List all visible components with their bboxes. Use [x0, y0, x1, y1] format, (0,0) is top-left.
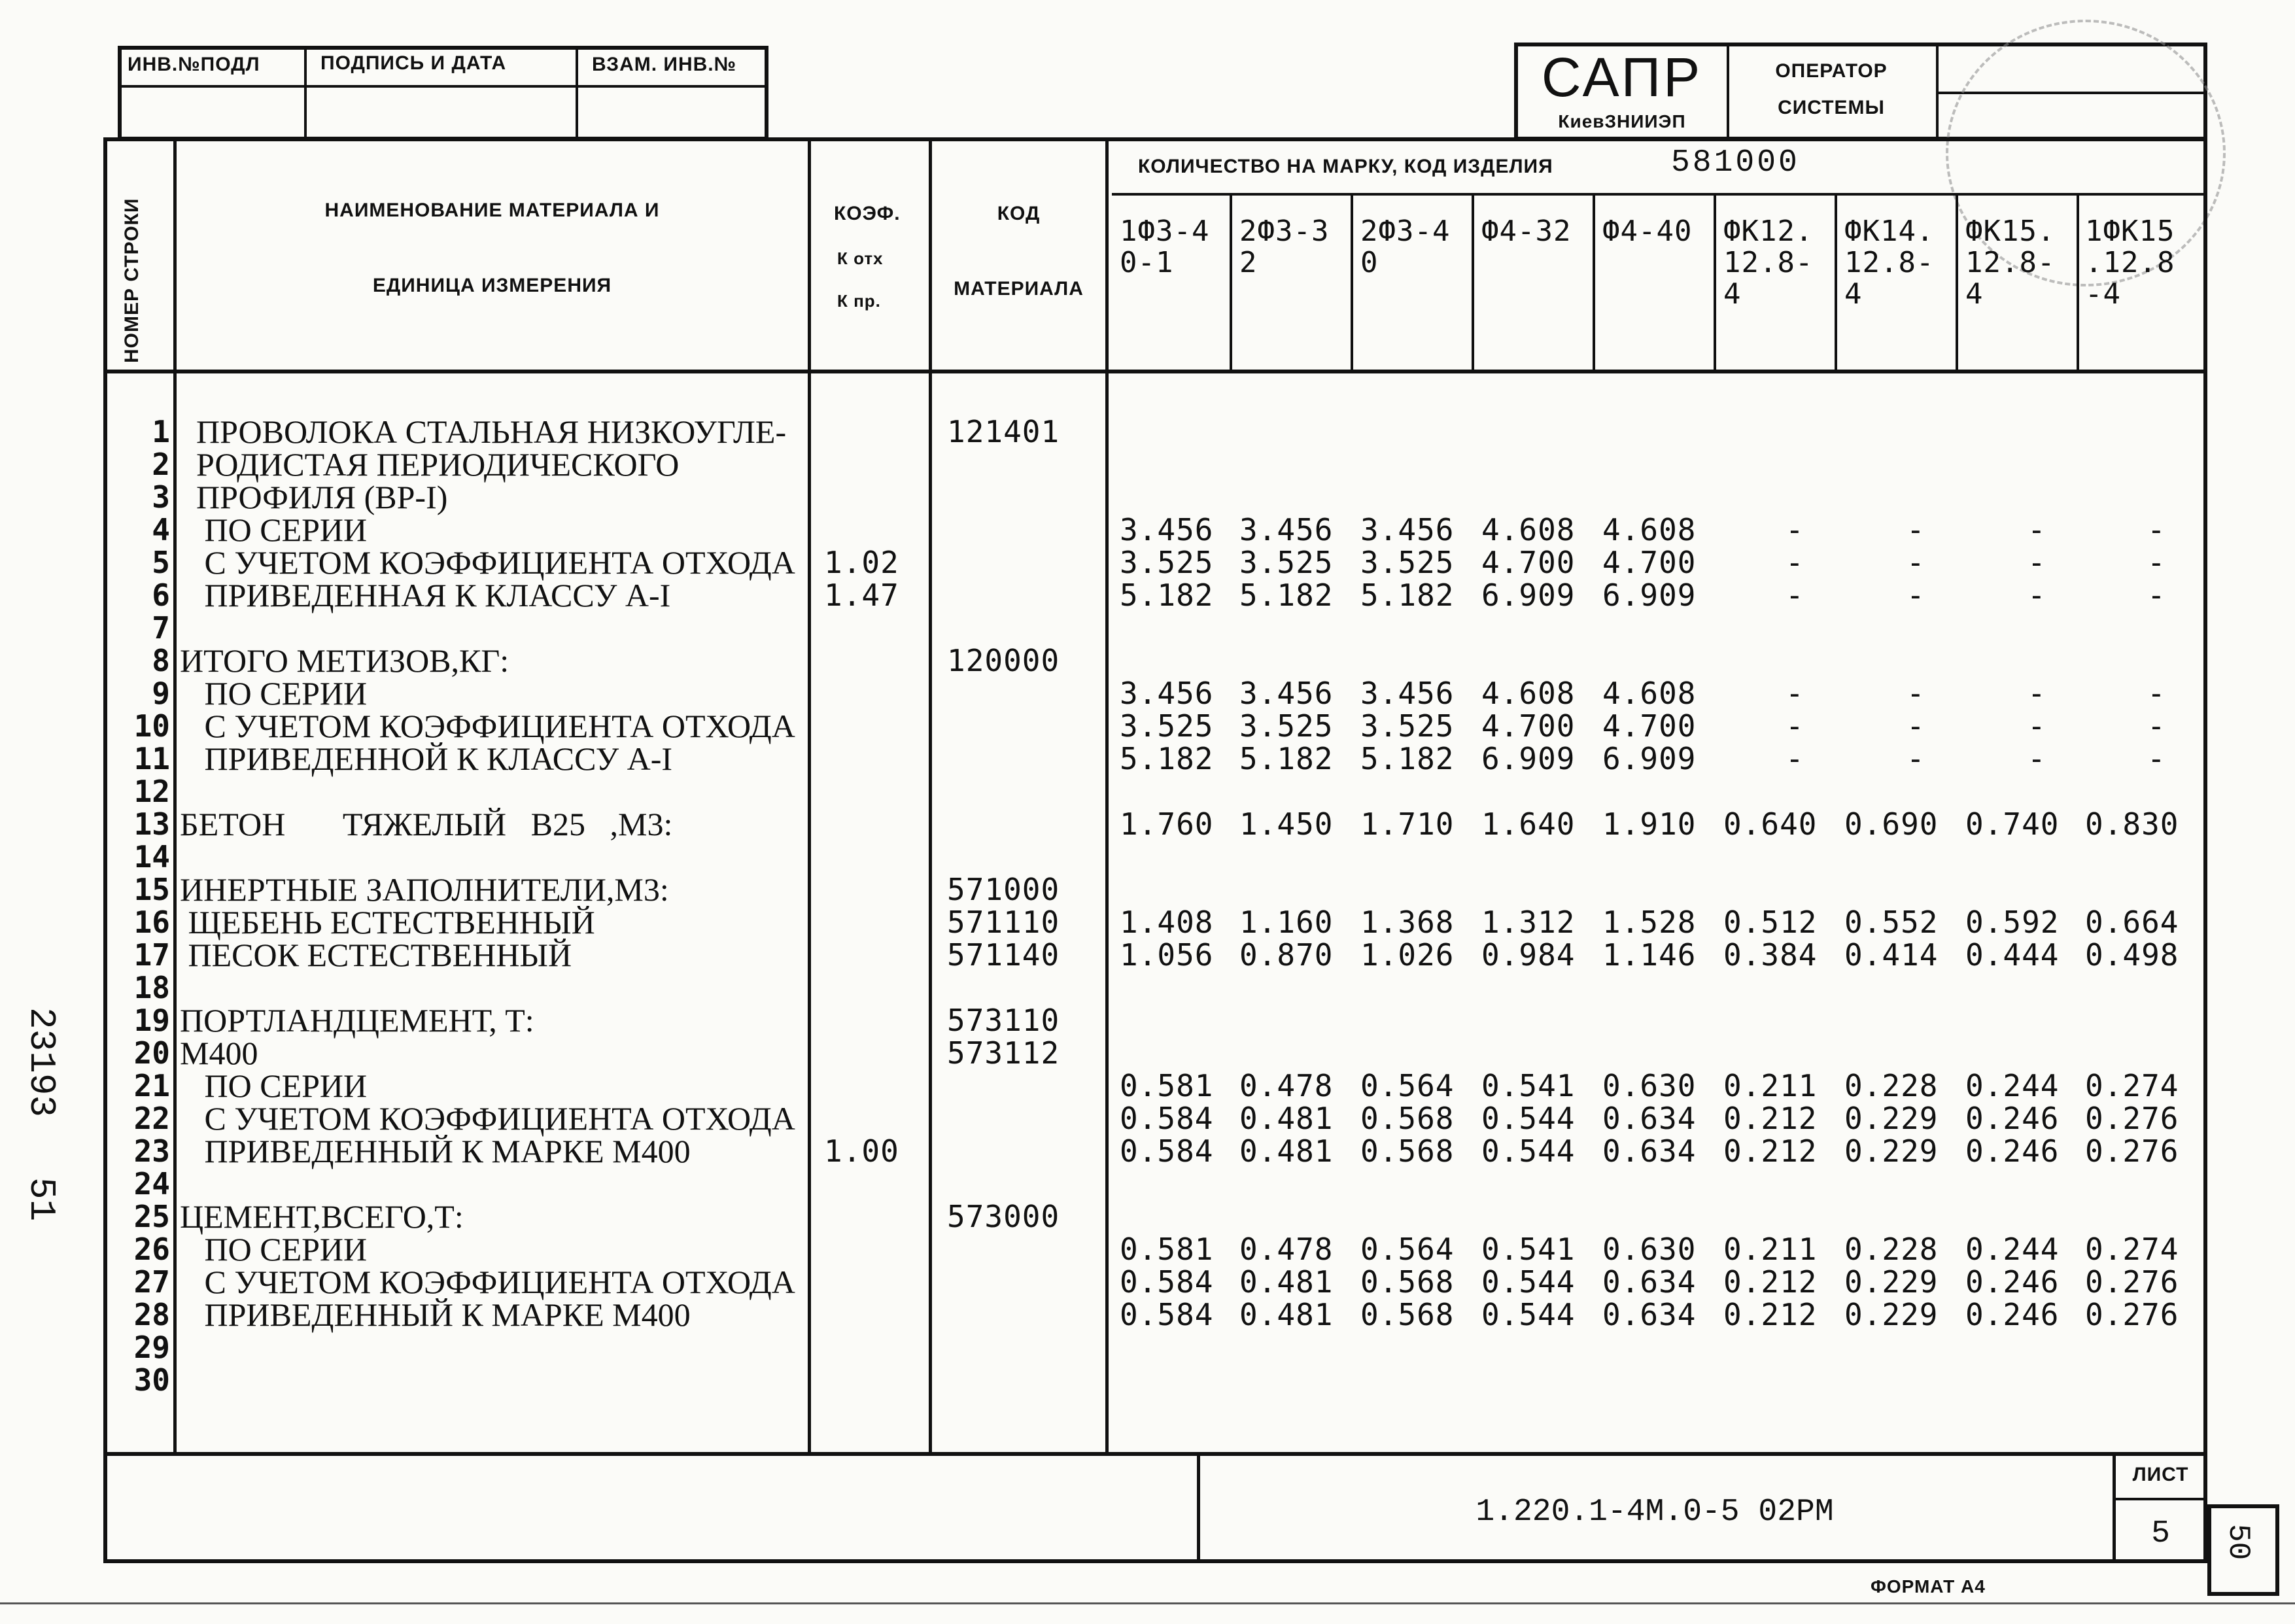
row-material-name: ПРОВОЛОКА СТАЛЬНАЯ НИЗКОУГЛЕ- [180, 413, 787, 450]
row-value-cell: 0.274 [2085, 1232, 2179, 1267]
row-value-cell: 5.182 [1120, 741, 1214, 776]
row-material-name: С УЧЕТОМ КОЭФФИЦИЕНТА ОТХОДА [180, 1264, 795, 1300]
row-number: 1 [152, 414, 170, 449]
row-value-cell: 1.056 [1120, 937, 1214, 973]
row-number: 8 [152, 643, 170, 678]
row-value-cell: 0.211 [1723, 1232, 1818, 1267]
col-line-m4 [1593, 193, 1595, 371]
row-number: 13 [133, 806, 170, 842]
row-value-cell: - [2028, 708, 2046, 744]
row-koef: 1.00 [824, 1133, 899, 1169]
row-value-cell: 0.246 [1965, 1264, 2060, 1300]
row-value-cell: 1.640 [1481, 806, 1576, 842]
row-value-cell: 3.525 [1120, 545, 1214, 580]
row-value-cell: 6.909 [1481, 578, 1576, 613]
row-value-cell: - [1786, 545, 1804, 580]
row-value-cell: 3.525 [1239, 545, 1334, 580]
row-material-name: ПРИВЕДЕННОЙ К КЛАССУ А-I [180, 740, 673, 777]
row-material-name: ПО СЕРИИ [180, 511, 368, 548]
row-value-cell: 0.481 [1239, 1264, 1334, 1300]
row-value-cell: - [1907, 708, 1925, 744]
sheet-number: 5 [2151, 1516, 2170, 1551]
row-value-cell: 0.498 [2085, 937, 2179, 973]
row-material-name: ПО СЕРИИ [180, 1231, 368, 1268]
row-value-cell: - [2028, 676, 2046, 711]
row-value-cell: 1.368 [1360, 905, 1455, 940]
row-value-cell: 0.870 [1239, 937, 1334, 973]
row-value-cell: 3.525 [1120, 708, 1214, 744]
row-value-cell: 0.630 [1602, 1232, 1697, 1267]
mark-header-6: ФК12. 12.8- 4 [1723, 215, 1814, 311]
col-line-m6 [1835, 193, 1837, 371]
row-value-cell: 0.211 [1723, 1068, 1818, 1103]
row-value-cell: 4.608 [1602, 512, 1697, 547]
row-value-cell: 0.584 [1120, 1101, 1214, 1136]
sapr-org: КиевЗНИИЭП [1558, 111, 1686, 131]
row-value-cell: 0.541 [1481, 1068, 1576, 1103]
stamp-divider-v1 [304, 46, 307, 141]
mark-header-2: 2Ф3-3 2 [1239, 215, 1330, 279]
col-line-name [808, 137, 811, 1453]
row-value-cell: 0.414 [1844, 937, 1939, 973]
row-value-cell: 0.541 [1481, 1232, 1576, 1267]
stamp-divider-v2 [576, 46, 578, 141]
row-value-cell: - [2147, 708, 2166, 744]
row-value-cell: 0.544 [1481, 1101, 1576, 1136]
row-value-cell: 3.456 [1120, 676, 1214, 711]
row-value-cell: 0.212 [1723, 1101, 1818, 1136]
operator-label-1: ОПЕРАТОР [1775, 60, 1888, 82]
row-number: 28 [133, 1297, 170, 1332]
mark-header-5: Ф4-40 [1602, 215, 1693, 248]
row-value-cell: 1.160 [1239, 905, 1334, 940]
row-value-cell: 0.544 [1481, 1264, 1576, 1300]
row-value-cell: 3.456 [1120, 512, 1214, 547]
row-material-code: 571000 [947, 872, 1060, 907]
row-number: 12 [133, 774, 170, 809]
row-value-cell: 0.634 [1602, 1264, 1697, 1300]
row-value-cell: 0.246 [1965, 1133, 2060, 1169]
row-number: 7 [152, 610, 170, 646]
row-material-name: С УЧЕТОМ КОЭФФИЦИЕНТА ОТХОДА [180, 544, 795, 581]
row-value-cell: 0.552 [1844, 905, 1939, 940]
row-number: 11 [133, 741, 170, 776]
row-material-name: ЦЕМЕНТ,ВСЕГО,Т: [180, 1198, 464, 1235]
document-code: 1.220.1-4М.0-5 02РМ [1475, 1494, 1834, 1530]
row-value-cell: 0.276 [2085, 1133, 2179, 1169]
row-value-cell: 0.634 [1602, 1101, 1697, 1136]
row-value-cell: 0.244 [1965, 1068, 2060, 1103]
row-material-code: 571110 [947, 905, 1060, 940]
row-value-cell: 0.544 [1481, 1133, 1576, 1169]
row-number: 30 [133, 1362, 170, 1398]
row-value-cell: 3.525 [1360, 708, 1455, 744]
row-value-cell: - [1907, 578, 1925, 613]
koef-header-1: КОЭФ. [834, 203, 901, 224]
row-number: 18 [133, 970, 170, 1005]
row-material-name: ИТОГО МЕТИЗОВ,КГ: [180, 642, 509, 679]
col-line-m8 [2077, 193, 2079, 371]
row-material-name: М400 [180, 1035, 258, 1071]
row-value-cell: 0.212 [1723, 1133, 1818, 1169]
row-number: 15 [133, 872, 170, 907]
row-material-name: ПРИВЕДЕННАЯ К КЛАССУ А-I [180, 577, 671, 613]
row-value-cell: - [2147, 545, 2166, 580]
row-value-cell: 1.146 [1602, 937, 1697, 973]
row-value-cell: - [1786, 512, 1804, 547]
row-value-cell: 3.525 [1239, 708, 1334, 744]
row-value-cell: 0.212 [1723, 1297, 1818, 1332]
mark-header-3: 2Ф3-4 0 [1360, 215, 1451, 279]
row-value-cell: 0.634 [1602, 1297, 1697, 1332]
row-value-cell: 0.481 [1239, 1101, 1334, 1136]
row-value-cell: 0.228 [1844, 1232, 1939, 1267]
row-value-cell: 3.456 [1360, 676, 1455, 711]
row-material-code: 571140 [947, 937, 1060, 973]
row-material-name: ПРИВЕДЕННЫЙ К МАРКЕ М400 [180, 1296, 691, 1333]
page-number-rotated: 50 [2221, 1524, 2255, 1561]
row-value-cell: 6.909 [1602, 578, 1697, 613]
row-value-cell: 0.568 [1360, 1264, 1455, 1300]
row-material-name: ПЕСОК ЕСТЕСТВЕННЫЙ [180, 937, 572, 973]
row-value-cell: - [2147, 578, 2166, 613]
row-value-cell: 5.182 [1360, 741, 1455, 776]
row-value-cell: 0.592 [1965, 905, 2060, 940]
sheet-divider-h [2113, 1498, 2207, 1500]
row-value-cell: - [1907, 676, 1925, 711]
row-value-cell: 0.640 [1723, 806, 1818, 842]
row-material-name: ИНЕРТНЫЕ ЗАПОЛНИТЕЛИ,М3: [180, 871, 669, 908]
row-value-cell: 5.182 [1360, 578, 1455, 613]
podpis-data-label: ПОДПИСЬ И ДАТА [320, 52, 507, 74]
row-value-cell: 0.478 [1239, 1232, 1334, 1267]
row-value-cell: 0.212 [1723, 1264, 1818, 1300]
row-value-cell: 0.229 [1844, 1297, 1939, 1332]
col-line-rownum [173, 137, 177, 1453]
row-number: 19 [133, 1003, 170, 1038]
row-material-name: БЕТОН ТЯЖЕЛЫЙ В25 ,М3: [180, 806, 673, 842]
sapr-logo: САПР [1541, 46, 1703, 108]
row-material-name: ПРИВЕДЕННЫЙ К МАРКЕ М400 [180, 1133, 691, 1169]
row-number: 2 [152, 447, 170, 482]
row-material-name: ПОРТЛАНДЦЕМЕНТ, Т: [180, 1002, 534, 1039]
qty-header-line [1112, 193, 2207, 196]
mark-header-4: Ф4-32 [1481, 215, 1572, 248]
col-line-m2 [1351, 193, 1353, 371]
row-value-cell: - [1907, 512, 1925, 547]
row-value-cell: 0.984 [1481, 937, 1576, 973]
row-number: 29 [133, 1330, 170, 1365]
col-line-m5 [1714, 193, 1716, 371]
row-value-cell: - [2147, 512, 2166, 547]
row-value-cell: 0.664 [2085, 905, 2179, 940]
row-value-cell: 0.740 [1965, 806, 2060, 842]
row-number: 26 [133, 1232, 170, 1267]
row-value-cell: - [1907, 545, 1925, 580]
row-value-cell: 0.444 [1965, 937, 2060, 973]
row-value-cell: - [2028, 545, 2046, 580]
row-material-code: 120000 [947, 643, 1060, 678]
row-value-cell: 4.700 [1602, 708, 1697, 744]
row-value-cell: 3.456 [1239, 512, 1334, 547]
row-value-cell: 0.274 [2085, 1068, 2179, 1103]
row-material-name: РОДИСТАЯ ПЕРИОДИЧЕСКОГО [180, 446, 680, 483]
row-value-cell: - [2028, 578, 2046, 613]
row-material-name: ПО СЕРИИ [180, 1067, 368, 1104]
col-line-code [1105, 137, 1109, 1453]
vzam-inv-label: ВЗАМ. ИНВ.№ [592, 54, 737, 75]
row-value-cell: - [2028, 741, 2046, 776]
material-name-header-2: ЕДИНИЦА ИЗМЕРЕНИЯ [372, 275, 612, 296]
row-value-cell: 0.634 [1602, 1133, 1697, 1169]
row-number: 5 [152, 545, 170, 580]
row-value-cell: 0.276 [2085, 1264, 2179, 1300]
row-number: 10 [133, 708, 170, 744]
format-label: ФОРМАТ А4 [1871, 1576, 1986, 1597]
row-value-cell: 0.246 [1965, 1297, 2060, 1332]
col-line-m7 [1956, 193, 1958, 371]
row-value-cell: 5.182 [1120, 578, 1214, 613]
row-number: 25 [133, 1199, 170, 1234]
row-number-header: НОМЕР СТРОКИ [121, 198, 143, 363]
row-value-cell: 0.244 [1965, 1232, 2060, 1267]
row-number: 4 [152, 512, 170, 547]
row-value-cell: 5.182 [1239, 741, 1334, 776]
row-value-cell: 4.700 [1481, 708, 1576, 744]
row-number: 9 [152, 676, 170, 711]
sheet-label: ЛИСТ [2132, 1464, 2189, 1485]
row-value-cell: 0.568 [1360, 1297, 1455, 1332]
row-value-cell: 0.581 [1120, 1232, 1214, 1267]
row-number: 27 [133, 1264, 170, 1300]
row-value-cell: - [2028, 512, 2046, 547]
qty-label: КОЛИЧЕСТВО НА МАРКУ, КОД ИЗДЕЛИЯ [1138, 156, 1553, 177]
margin-number-1: 23193 [20, 1007, 62, 1118]
row-value-cell: 4.608 [1481, 676, 1576, 711]
row-value-cell: 1.910 [1602, 806, 1697, 842]
code-header-1: КОД [997, 203, 1041, 224]
header-bottom-line [103, 370, 2207, 373]
row-value-cell: 0.564 [1360, 1068, 1455, 1103]
row-number: 3 [152, 479, 170, 515]
koef-header-3: К пр. [837, 291, 881, 311]
operator-label-2: СИСТЕМЫ [1778, 97, 1885, 118]
row-koef: 1.02 [824, 545, 899, 580]
material-name-header-1: НАИМЕНОВАНИЕ МАТЕРИАЛА И [324, 199, 660, 221]
row-value-cell: 0.568 [1360, 1101, 1455, 1136]
footer-divider-v [1197, 1452, 1200, 1563]
row-value-cell: 0.384 [1723, 937, 1818, 973]
row-value-cell: 6.909 [1481, 741, 1576, 776]
row-value-cell: 0.481 [1239, 1297, 1334, 1332]
row-value-cell: 6.909 [1602, 741, 1697, 776]
stamp-divider-h [118, 85, 768, 88]
koef-header-2: К отх [837, 249, 884, 268]
row-value-cell: - [1907, 741, 1925, 776]
row-value-cell: - [1786, 578, 1804, 613]
main-table [103, 137, 2207, 1563]
row-material-name: С УЧЕТОМ КОЭФФИЦИЕНТА ОТХОДА [180, 1100, 795, 1137]
col-line-m3 [1472, 193, 1474, 371]
row-material-code: 573000 [947, 1199, 1060, 1234]
row-value-cell: 0.584 [1120, 1297, 1214, 1332]
row-number: 23 [133, 1133, 170, 1169]
row-value-cell: 0.830 [2085, 806, 2179, 842]
sheet-divider-v [2113, 1452, 2116, 1563]
page-baseline [0, 1602, 2295, 1604]
row-value-cell: 0.276 [2085, 1101, 2179, 1136]
row-value-cell: 0.229 [1844, 1133, 1939, 1169]
code-header-2: МАТЕРИАЛА [954, 278, 1084, 300]
row-number: 21 [133, 1068, 170, 1103]
row-value-cell: 4.608 [1602, 676, 1697, 711]
row-value-cell: - [1786, 676, 1804, 711]
row-value-cell: 0.478 [1239, 1068, 1334, 1103]
footer-top-line [103, 1452, 2207, 1456]
mark-header-8: ФК15. 12.8- 4 [1965, 215, 2056, 311]
row-value-cell: 1.710 [1360, 806, 1455, 842]
row-value-cell: 4.608 [1481, 512, 1576, 547]
mark-header-7: ФК14. 12.8- 4 [1844, 215, 1935, 311]
row-value-cell: 1.760 [1120, 806, 1214, 842]
row-number: 24 [133, 1166, 170, 1201]
mark-header-9: 1ФК15 .12.8 -4 [2085, 215, 2175, 311]
row-value-cell: 3.525 [1360, 545, 1455, 580]
row-material-name: С УЧЕТОМ КОЭФФИЦИЕНТА ОТХОДА [180, 708, 795, 744]
row-number: 20 [133, 1035, 170, 1071]
row-value-cell: 3.456 [1360, 512, 1455, 547]
row-value-cell: 0.229 [1844, 1264, 1939, 1300]
row-value-cell: 0.690 [1844, 806, 1939, 842]
row-value-cell: 0.228 [1844, 1068, 1939, 1103]
row-material-name: ПО СЕРИИ [180, 675, 368, 712]
row-value-cell: 0.564 [1360, 1232, 1455, 1267]
row-value-cell: 4.700 [1602, 545, 1697, 580]
row-number: 6 [152, 578, 170, 613]
row-value-cell: 4.700 [1481, 545, 1576, 580]
row-value-cell: 0.229 [1844, 1101, 1939, 1136]
row-material-code: 573110 [947, 1003, 1060, 1038]
row-material-name: ЩЕБЕНЬ ЕСТЕСТВЕННЫЙ [180, 904, 595, 941]
row-value-cell: 0.481 [1239, 1133, 1334, 1169]
row-value-cell: 5.182 [1239, 578, 1334, 613]
row-material-code: 573112 [947, 1035, 1060, 1071]
row-value-cell: 0.584 [1120, 1133, 1214, 1169]
row-value-cell: 1.528 [1602, 905, 1697, 940]
row-value-cell: 0.276 [2085, 1297, 2179, 1332]
row-material-code: 121401 [947, 414, 1060, 449]
row-material-name: ПРОФИЛЯ (ВР-I) [180, 479, 448, 515]
row-value-cell: 3.456 [1239, 676, 1334, 711]
row-value-cell: 0.512 [1723, 905, 1818, 940]
row-value-cell: - [1786, 741, 1804, 776]
row-value-cell: - [2147, 741, 2166, 776]
row-value-cell: 1.026 [1360, 937, 1455, 973]
inv-podl-label: ИНВ.№ПОДЛ [128, 54, 260, 75]
col-line-m1 [1230, 193, 1232, 371]
row-koef: 1.47 [824, 578, 899, 613]
mark-header-1: 1Ф3-4 0-1 [1120, 215, 1210, 279]
row-value-cell: 0.246 [1965, 1101, 2060, 1136]
sapr-divider-v1 [1727, 43, 1729, 141]
row-value-cell: - [2147, 676, 2166, 711]
row-number: 16 [133, 905, 170, 940]
row-value-cell: 1.312 [1481, 905, 1576, 940]
row-value-cell: 0.544 [1481, 1297, 1576, 1332]
row-value-cell: 0.584 [1120, 1264, 1214, 1300]
col-line-koef [929, 137, 932, 1453]
row-number: 22 [133, 1101, 170, 1136]
row-number: 17 [133, 937, 170, 973]
row-value-cell: 0.568 [1360, 1133, 1455, 1169]
row-number: 14 [133, 839, 170, 874]
row-value-cell: 1.408 [1120, 905, 1214, 940]
row-value-cell: - [1786, 708, 1804, 744]
margin-number-2: 51 [20, 1177, 62, 1222]
row-value-cell: 0.581 [1120, 1068, 1214, 1103]
row-value-cell: 1.450 [1239, 806, 1334, 842]
product-code: 581000 [1671, 145, 1800, 181]
row-value-cell: 0.630 [1602, 1068, 1697, 1103]
